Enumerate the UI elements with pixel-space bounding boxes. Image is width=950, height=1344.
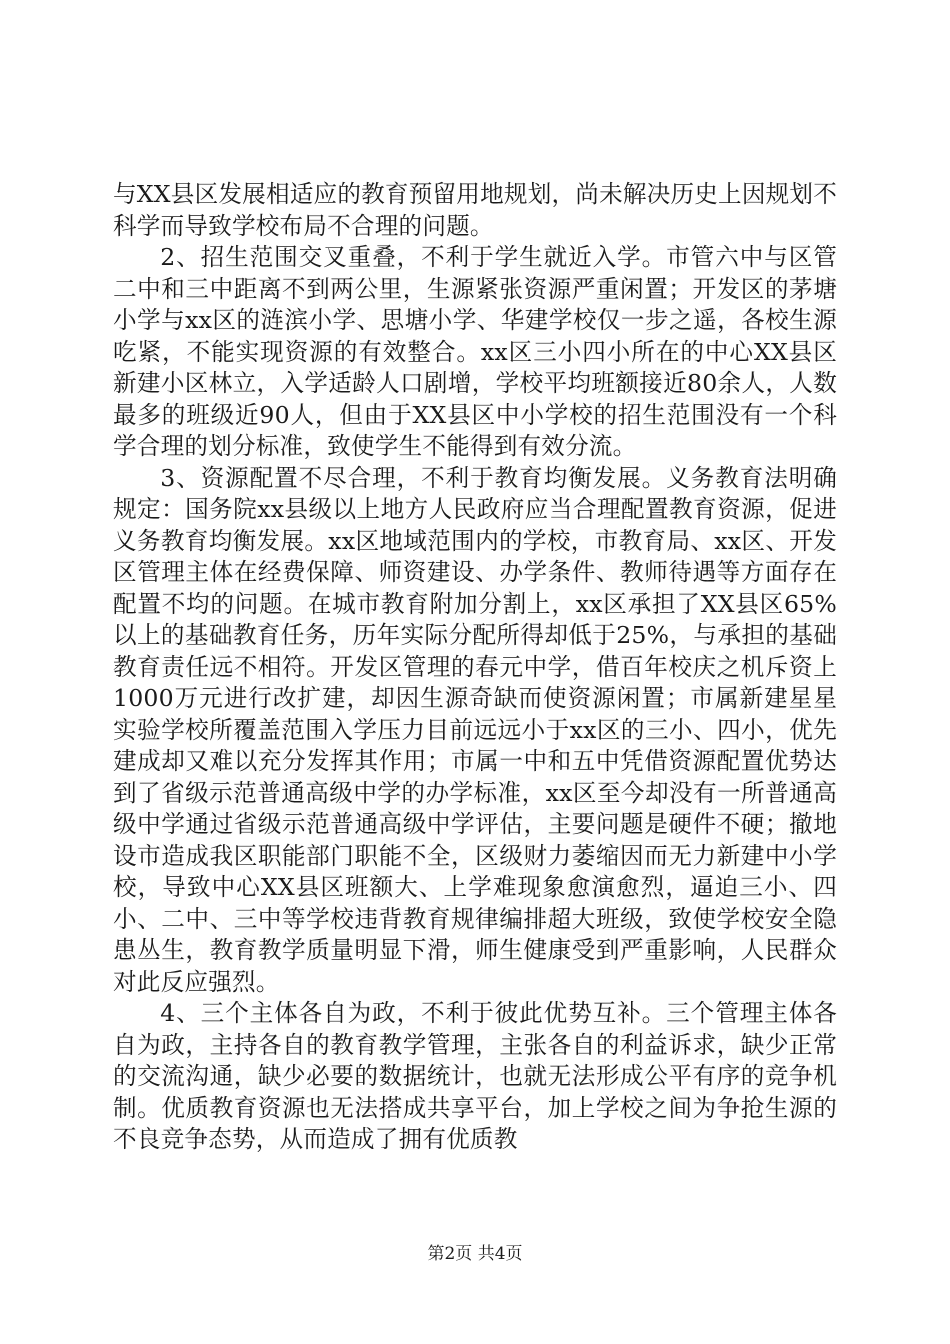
paragraph-three-entities: 4、三个主体各自为政，不利于彼此优势互补。三个管理主体各自为政，主持各自的教育教学管理，主张各自的利益诉求，缺少正常的交流沟通，缺少必要的数据统计，也就无法形成公平有序的竞争机制。优质教育资源也无法搭成共享平台，加上学校之间为争抢生源的不良竞争态势，从而造成了拥有优质教 — [113, 999, 837, 1153]
paragraph-enrollment-overlap: 2、招生范围交叉重叠，不利于学生就近入学。市管六中与区管二中和三中距离不到两公里，生源紧张资源严重闲置；开发区的茅塘小学与xx区的涟滨小学、思塘小学、华建学校仅一步之遥，各校生源吃紧，不能实现资源的有效整合。xx区三小四小所在的中心XX县区新建小区林立，入学适龄人口剧增，学校平均班额接近80余人，人数最多的班级近90人，但由于XX县区中小学校的招生范围没有一个科学合理的划分标准，致使学生不能得到有效分流。 — [113, 243, 837, 460]
paragraph-continuation: 与XX县区发展相适应的教育预留用地规划，尚未解决历史上因规划不科学而导致学校布局不合理的问题。 — [113, 180, 838, 240]
paragraph-resource-allocation: 3、资源配置不尽合理，不利于教育均衡发展。义务教育法明确规定：国务院xx县级以上地方人民政府应当合理配置教育资源，促进义务教育均衡发展。xx区地域范围内的学校，市教育局、xx区、开发区管理主体在经费保障、师资建设、办学条件、教师待遇等方面存在配置不均的问题。在城市教育附加分割上，xx区承担了XX县区65%以上的基础教育任务，历年实际分配所得却低于25%，与承担的基础教育责任远不相符。开发区管理的春元中学，借百年校庆之机斥资上1000万元进行改扩建，却因生源奇缺而使资源闲置；市属新建星星实验学校所覆盖范围入学压力目前远远小于xx区的三小、四小，优先建成却又难以充分发挥其作用；市属一中和五中凭借资源配置优势达到了省级示范普通高级中学的办学标准，xx区至今却没有一所普通高级中学通过省级示范普通高级中学评估，主要问题是硬件不硬；撤地设市造成我区职能部门职能不全，区级财力萎缩因而无力新建中小学校，导致中心XX县区班额大、上学难现象愈演愈烈，逼迫三小、四小、二中、三中等学校违背教育规律编排超大班级，致使学校安全隐患丛生，教育教学质量明显下滑，师生健康受到严重影响，人民群众对此反应强烈。 — [113, 463, 837, 996]
body-text — [113, 179, 837, 1156]
page-footer: 第2页 共4页 — [427, 1244, 523, 1264]
